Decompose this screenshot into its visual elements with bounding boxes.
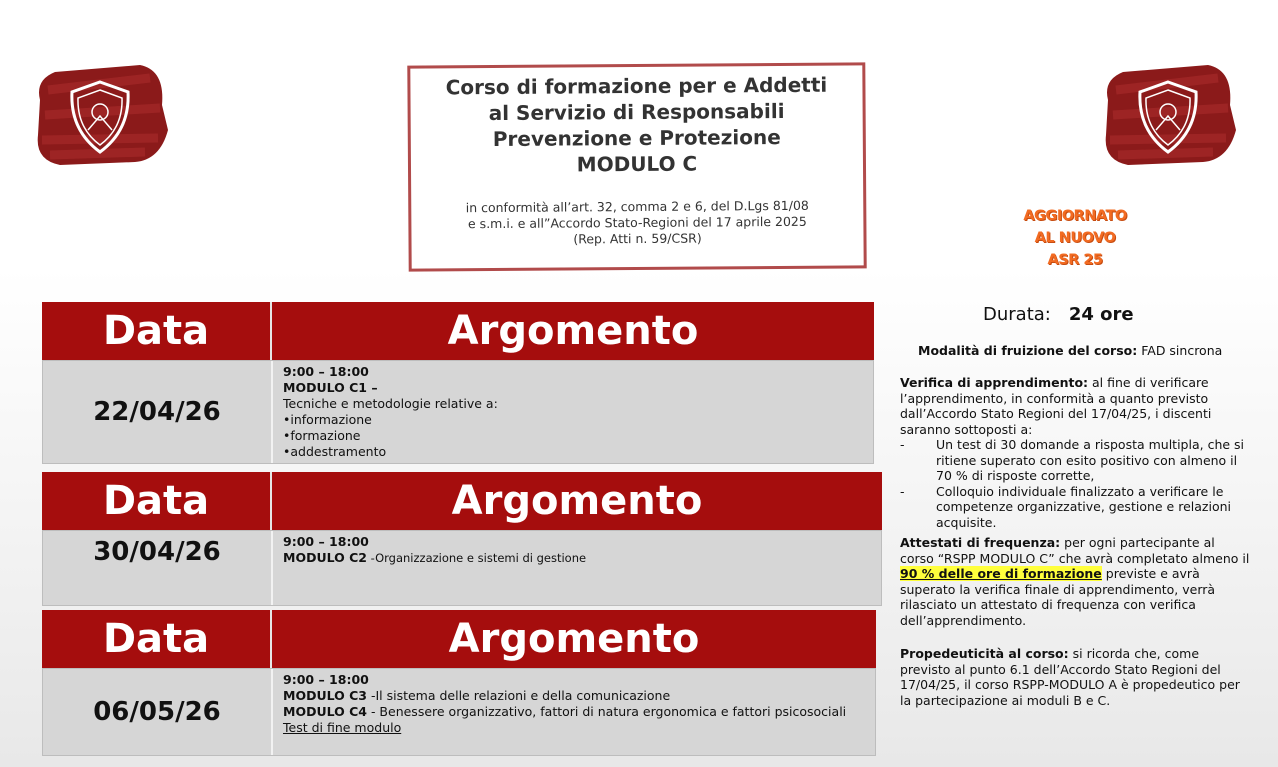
module-text: - Benessere organizzativo, fattori di natura ergonomica e fattori psicosociali [366,704,847,719]
attendance-label: Attestati di frequenza: [900,535,1061,550]
mode-value: FAD sincrona [1137,343,1223,358]
verification-section [900,375,1250,530]
course-title: Corso di formazione per e Addetti al Servizio di Responsabili Prevenzione e Protezione MODULO C [445,72,828,177]
session-time: 9:00 – 18:00 [283,672,369,687]
mode-label: Modalità di fruizione del corso: [918,343,1138,358]
list-item: • addestramento [283,444,863,460]
shield-emblem-icon [30,60,170,170]
session-block-3 [42,610,876,756]
module-name: MODULO C2 [283,550,367,565]
table-row [42,668,876,756]
module-intro: Tecniche e metodologie relative a: [283,396,498,411]
session-time: 9:00 – 18:00 [283,534,369,549]
session-date: 06/05/26 [43,669,273,755]
module-name: MODULO C1 [283,380,367,395]
table-row [42,360,874,464]
module-text: -Il sistema delle relazioni e della comunicazione [366,688,671,703]
session-block-1 [42,302,874,464]
attendance-highlight: 90 % delle ore di formazione [900,566,1102,581]
final-test: Test di fine modulo [283,720,402,735]
list-item: • formazione [283,428,863,444]
header-topic: Argomento [272,610,876,668]
table-header [42,302,874,360]
prerequisite-label: Propedeuticità al corso: [900,646,1069,661]
verification-item: Colloquio individuale finalizzato a verificare le competenze organizzative, gestione e relazioni acquisite. [936,483,1231,530]
attendance-text: previste e avrà superato la verifica finale di apprendimento, verrà rilasciato un attestato di frequenza con verifica dell’apprendimento. [900,566,1216,628]
course-reference: in conformità all’art. 32, comma 2 e 6, del D.Lgs 81/08 e s.m.i. e all”Accordo Stato-Regioni del 17 aprile 2025 (Rep. Atti n. 59/CSR) [465,197,809,247]
duration-label: Durata: [983,304,1051,325]
session-date: 30/04/26 [43,531,273,605]
header-topic: Argomento [272,302,874,360]
header-topic: Argomento [272,472,882,530]
shield-emblem-icon [1098,60,1238,170]
title-box [407,62,866,271]
verification-text: al fine di verificare l’apprendimento, in conformità a quanto previsto dall’Accordo Stato Regioni del 17/04/25, i discenti saranno sottoposti a: [900,375,1212,437]
course-duration [983,304,1134,325]
attendance-section [900,535,1250,628]
table-row [42,530,882,606]
module-text: -Organizzazione e sistemi di gestione [366,551,587,565]
session-description [273,531,881,605]
session-time: 9:00 – 18:00 [283,364,369,379]
session-description [273,361,873,463]
header-date: Data [42,302,272,360]
prerequisite-section [900,646,1250,708]
table-header [42,472,882,530]
module-name: MODULO C4 [283,704,367,719]
attendance-text: per ogni partecipante al corso “RSPP MODULO C” che avrà completato almeno il [900,535,1250,566]
duration-value: 24 ore [1068,304,1134,325]
header-date: Data [42,472,272,530]
list-item: - Colloquio individuale finalizzato a verificare le competenze organizzative, gestione e relazioni acquisite. [900,484,1250,531]
session-description [273,669,875,755]
verification-item: Un test di 30 domande a risposta multipla, che si ritiene superato con esito positivo con almeno il 70 % di risposte corrette, [936,437,1245,483]
list-item: - Un test di 30 domande a risposta multipla, che si ritiene superato con esito positivo con almeno il 70 % di risposte corrette, [900,437,1250,484]
update-badge: AGGIORNATO AL NUOVO ASR 25 [1023,208,1127,268]
table-header [42,610,876,668]
prerequisite-text: si ricorda che, come previsto al punto 6.1 dell’Accordo Stato Regioni del 17/04/25, il corso RSPP-MODULO A è propedeutico per la partecipazione ai moduli B e C. [900,646,1240,708]
course-mode [918,343,1222,358]
module-suffix: – [366,380,378,395]
list-item: • informazione [283,412,863,428]
session-block-2 [42,472,882,606]
header-date: Data [42,610,272,668]
session-date: 22/04/26 [43,361,273,463]
topic-list [283,412,863,460]
verification-label: Verifica di apprendimento: [900,375,1089,390]
module-name: MODULO C3 [283,688,367,703]
